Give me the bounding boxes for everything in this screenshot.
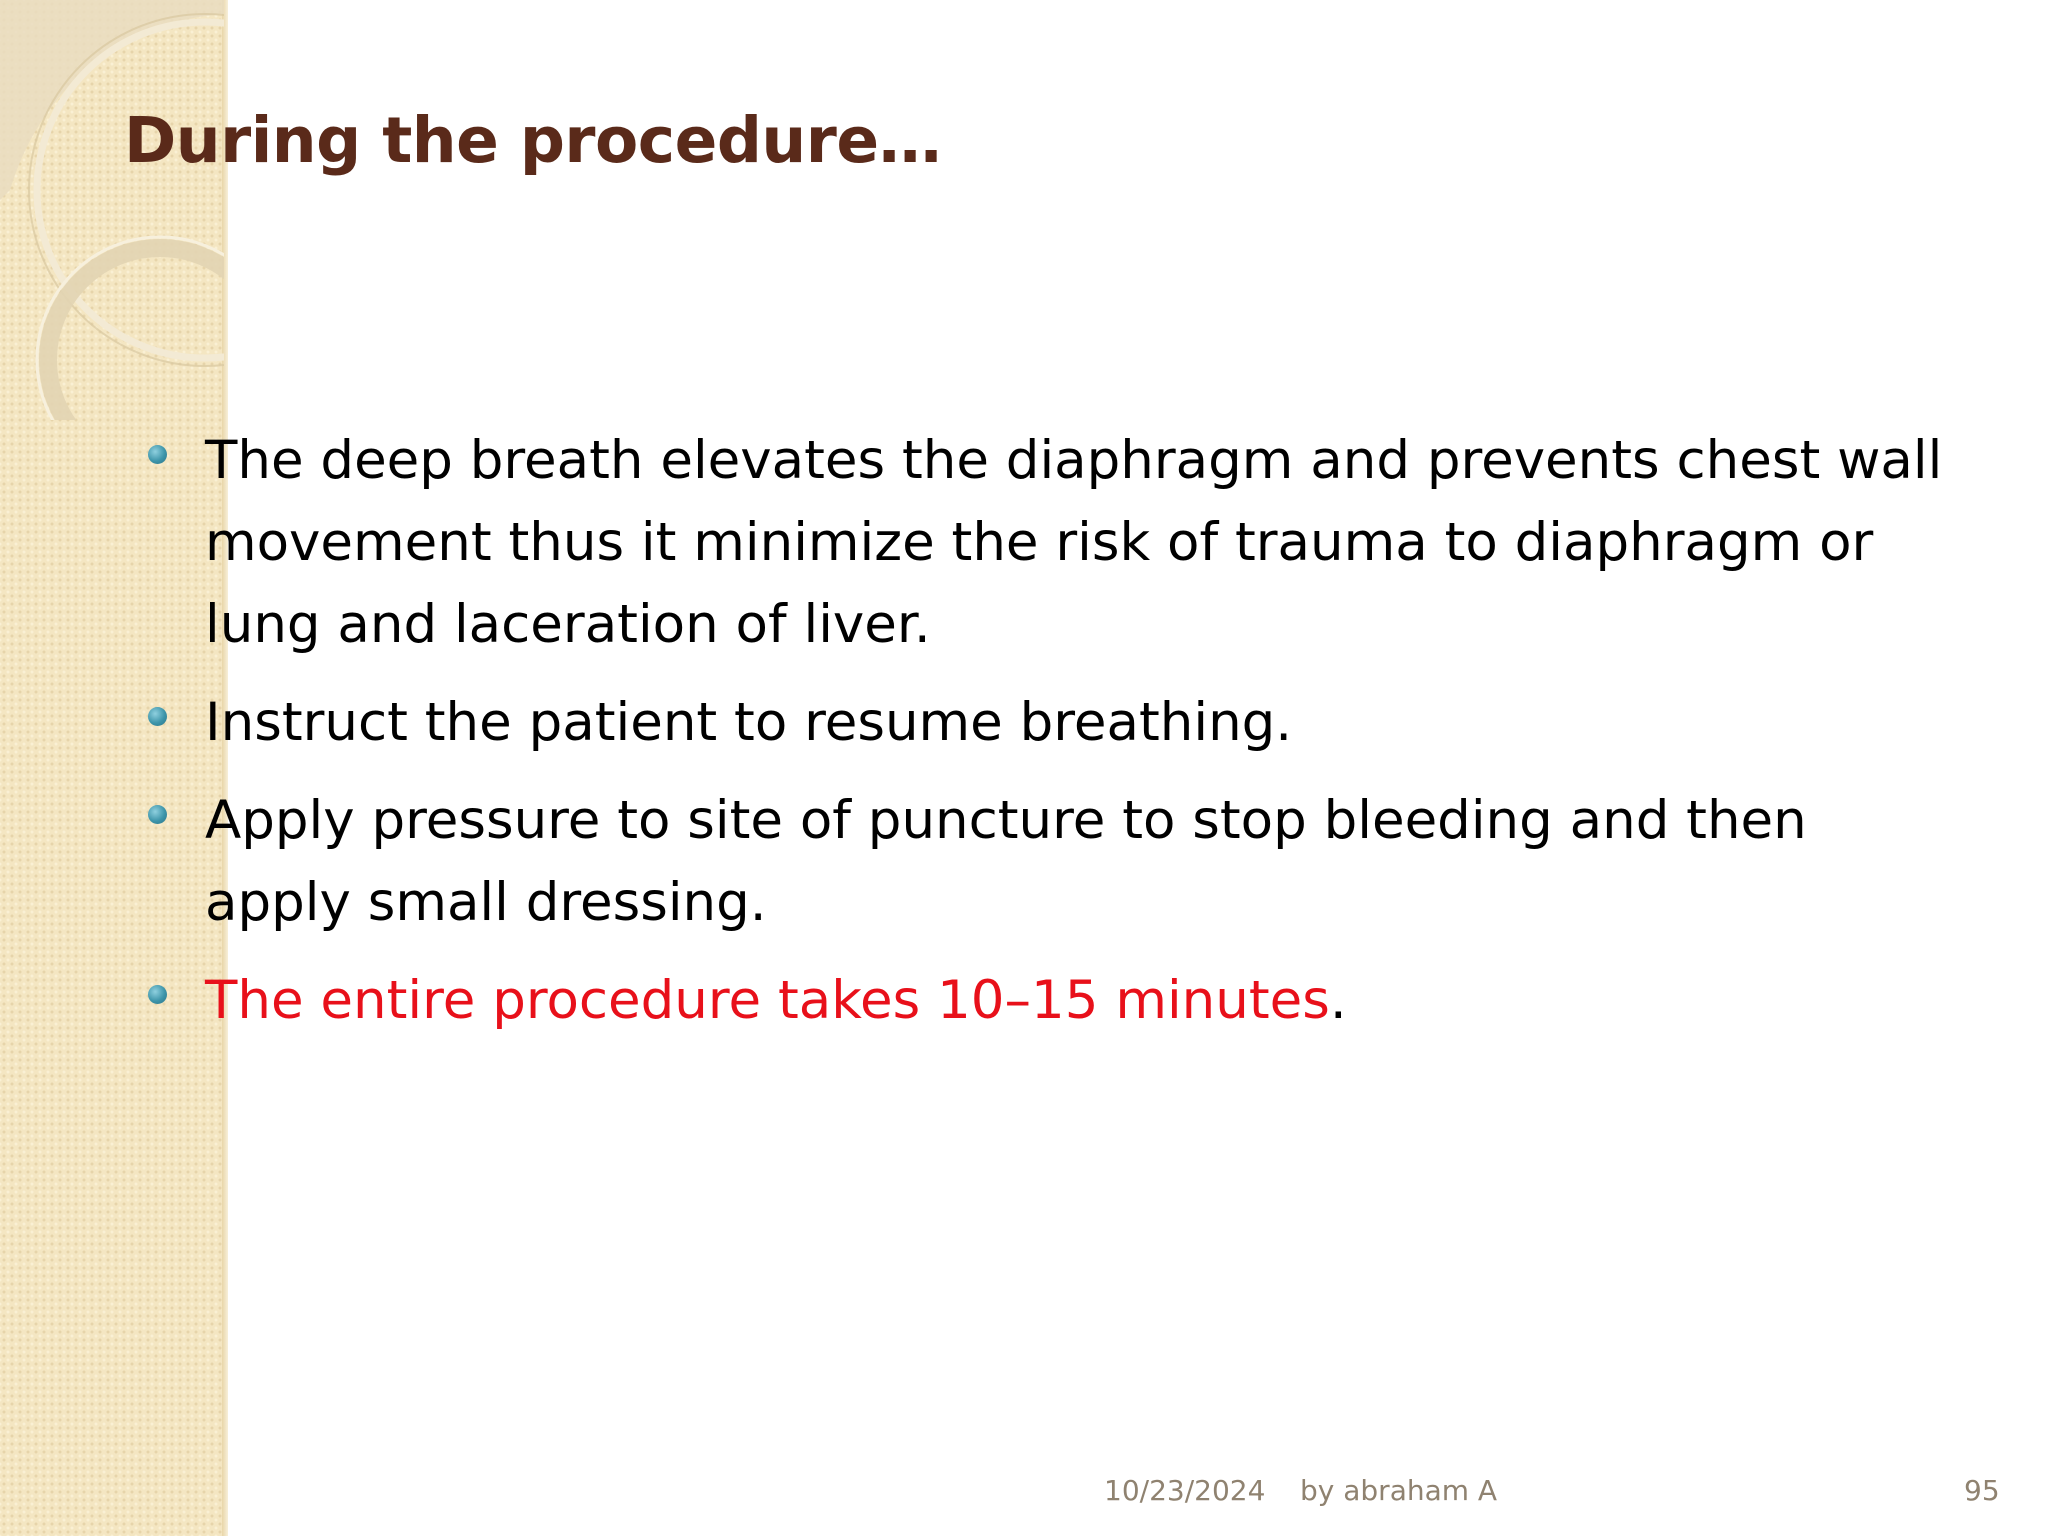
- bullet-text: The deep breath elevates the diaphragm and prevents chest wall movement thus it minimize the risk of trauma to diaphragm or lung and laceration of liver.: [205, 430, 1943, 655]
- bullet-item: [148, 780, 1948, 944]
- bullet-text: Apply pressure to site of puncture to stop bleeding and then apply small dressing.: [205, 790, 1807, 933]
- decorative-rings: [0, 0, 226, 420]
- bullet-item: [148, 420, 1948, 666]
- bullet-list: [148, 420, 1948, 1058]
- footer-date: 10/23/2024: [1104, 1474, 1266, 1507]
- bullet-dot-icon: [148, 805, 167, 824]
- slide-title: During the procedure…: [124, 104, 942, 177]
- small-ring: [48, 248, 226, 420]
- bullet-item: [148, 682, 1948, 764]
- bullet-suffix: .: [1329, 970, 1347, 1031]
- bullet-dot-icon: [148, 445, 167, 464]
- footer-page-number: 95: [1964, 1474, 2000, 1507]
- bullet-dot-icon: [148, 707, 167, 726]
- bullet-dot-icon: [148, 985, 167, 1004]
- small-ring-highlight: [37, 237, 226, 420]
- bullet-item: [148, 960, 1948, 1042]
- footer-author: by abraham A: [1300, 1474, 1498, 1507]
- bullet-text: Instruct the patient to resume breathing.: [205, 692, 1293, 753]
- bullet-highlight-text: The entire procedure takes 10–15 minutes: [205, 970, 1330, 1031]
